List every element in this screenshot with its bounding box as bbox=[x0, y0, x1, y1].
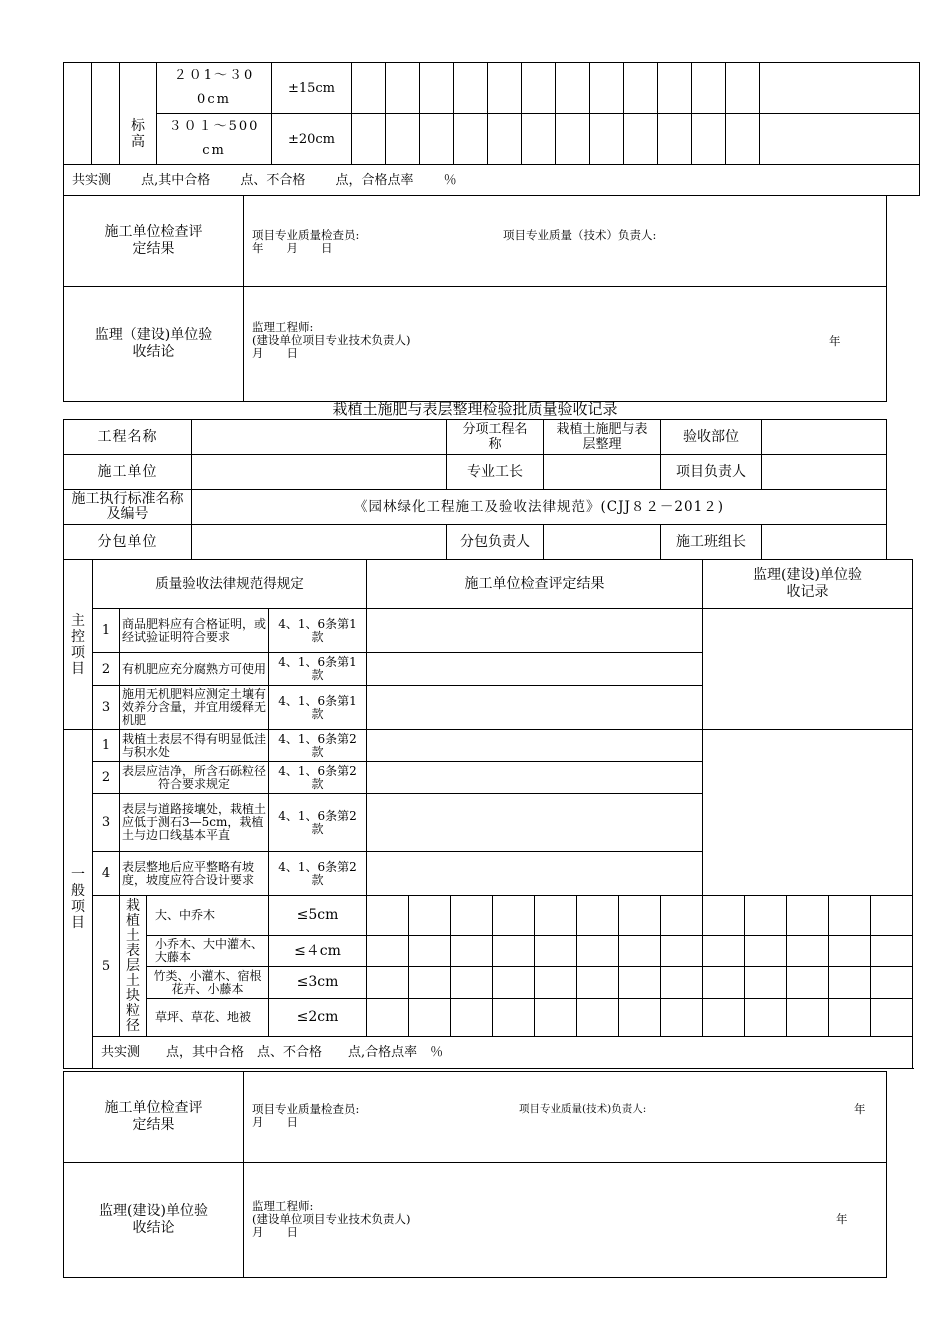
tolerance-cell: ±15cm bbox=[272, 63, 352, 114]
form-title: 栽植土施肥与表层整理检验批质量验收记录 bbox=[332, 400, 618, 418]
blank-cell bbox=[760, 63, 920, 114]
supervision-label: 监理（建设)单位验收结论 bbox=[64, 287, 244, 402]
measure-cell[interactable] bbox=[535, 936, 577, 967]
subcontractor-value[interactable] bbox=[192, 525, 447, 560]
measure-cell[interactable] bbox=[703, 999, 745, 1037]
subcontractor-label: 分包单位 bbox=[64, 525, 192, 560]
measure-cell[interactable] bbox=[493, 967, 535, 999]
measure-cell[interactable] bbox=[352, 114, 386, 165]
standard-value: 《园林绿化工程施工及验收法律规范》(CJJ８２－201２) bbox=[192, 490, 887, 525]
measure-cell[interactable] bbox=[661, 999, 703, 1037]
measure-cell[interactable] bbox=[703, 936, 745, 967]
project-manager-label: 项目负责人 bbox=[661, 455, 762, 490]
item-number: 3 bbox=[93, 794, 120, 852]
measure-cell[interactable] bbox=[493, 896, 535, 936]
measure-cell[interactable] bbox=[386, 114, 420, 165]
measure-cell[interactable] bbox=[787, 936, 829, 967]
item-clause: 4、1、6条第2款 bbox=[269, 762, 367, 794]
measure-cell[interactable] bbox=[451, 967, 493, 999]
inspector-label: 项目专业质量检查员: bbox=[252, 1102, 360, 1116]
engineer-label: 监理工程师: bbox=[252, 320, 314, 334]
engineer-label: 监理工程师: bbox=[252, 1199, 314, 1213]
item-description: 表层与道路接壤处，栽植土应低于测石3—5cm，栽植土与边口线基本平直 bbox=[120, 794, 269, 852]
item-number: 1 bbox=[93, 730, 120, 762]
item-description: 施用无机肥料应测定土壤有效养分含量，并宜用缓释无机肥 bbox=[120, 686, 269, 730]
measure-cell[interactable] bbox=[577, 896, 619, 936]
measure-cell[interactable] bbox=[367, 967, 409, 999]
measure-summary: 共实测 点，其中合格 点、不合格 点,合格点率 ％ bbox=[93, 1037, 913, 1069]
construction-check-label: 施工单位检查评定结果 bbox=[64, 1072, 244, 1163]
measure-summary: 共实测 点,其中合格 点、不合格 点，合格点率 ％ bbox=[64, 165, 920, 196]
measure-cell[interactable] bbox=[522, 114, 556, 165]
measure-cell[interactable] bbox=[658, 63, 692, 114]
item-number: 4 bbox=[93, 852, 120, 896]
measure-cell[interactable] bbox=[787, 896, 829, 936]
measure-cell[interactable] bbox=[535, 999, 577, 1037]
item-clause: 4、1、6条第1款 bbox=[269, 653, 367, 686]
item-result[interactable] bbox=[367, 762, 703, 794]
item-number: 3 bbox=[93, 686, 120, 730]
foreman-label: 专业工长 bbox=[447, 455, 544, 490]
range-cell: ３０１～500cm bbox=[157, 114, 272, 165]
item-description: 有机肥应充分腐熟方可使用 bbox=[120, 653, 269, 686]
measure-cell[interactable] bbox=[871, 999, 913, 1037]
blank-cell bbox=[92, 63, 120, 165]
item-result[interactable] bbox=[367, 609, 703, 653]
item-description: 表层整地后应平整略有坡度，坡度应符合设计要求 bbox=[120, 852, 269, 896]
measure-cell[interactable] bbox=[367, 896, 409, 936]
project-name-value[interactable] bbox=[192, 420, 447, 455]
main-supervision-record[interactable] bbox=[703, 609, 913, 730]
measure-cell[interactable] bbox=[787, 999, 829, 1037]
construction-unit-value[interactable] bbox=[192, 455, 447, 490]
item-clause: 4、1、6条第1款 bbox=[269, 686, 367, 730]
measure-cell[interactable] bbox=[829, 896, 871, 936]
item-result[interactable] bbox=[367, 653, 703, 686]
plant-type: 草坪、草花、地被 bbox=[147, 999, 269, 1037]
year-label: 年 bbox=[854, 1102, 866, 1116]
particle-size-label: 栽植土表层土块粒径 bbox=[120, 896, 147, 1037]
measure-cell[interactable] bbox=[451, 999, 493, 1037]
measure-cell[interactable] bbox=[488, 114, 522, 165]
item-clause: 4、1、6条第1款 bbox=[269, 609, 367, 653]
measure-cell[interactable] bbox=[454, 114, 488, 165]
year-label: 年 bbox=[836, 1212, 848, 1226]
main-control-label: 主控项目 bbox=[64, 560, 93, 730]
sub-project-label: 分项工程名称 bbox=[447, 420, 544, 455]
item-number: 2 bbox=[93, 653, 120, 686]
header-table bbox=[63, 419, 887, 560]
particle-limit: ≤2cm bbox=[269, 999, 367, 1037]
elevation-label bbox=[120, 63, 157, 165]
item-result[interactable] bbox=[367, 852, 703, 896]
particle-limit: ≤４cm bbox=[269, 936, 367, 967]
measure-cell[interactable] bbox=[829, 999, 871, 1037]
measure-cell[interactable] bbox=[871, 936, 913, 967]
measure-cell[interactable] bbox=[661, 936, 703, 967]
measure-cell[interactable] bbox=[871, 967, 913, 999]
construction-unit-label: 施工单位 bbox=[64, 455, 192, 490]
measure-cell[interactable] bbox=[745, 896, 787, 936]
measure-cell[interactable] bbox=[703, 967, 745, 999]
measure-cell[interactable] bbox=[692, 63, 726, 114]
elevation-text: 标高 bbox=[131, 118, 145, 150]
measure-cell[interactable] bbox=[624, 114, 658, 165]
measure-cell[interactable] bbox=[619, 936, 661, 967]
supervision-signature[interactable] bbox=[244, 1163, 887, 1278]
spec-column-header: 质量验收法律规范得规定 bbox=[93, 560, 367, 609]
range-cell: ２０1～３00cm bbox=[157, 63, 272, 114]
measure-cell[interactable] bbox=[692, 114, 726, 165]
monthday-label: 月 日 bbox=[252, 1225, 298, 1239]
supervision-column-header: 监理(建设)单位验收记录 bbox=[703, 560, 913, 609]
general-supervision-record[interactable] bbox=[703, 730, 913, 896]
sub-manager-label: 分包负责人 bbox=[447, 525, 544, 560]
measure-cell[interactable] bbox=[386, 63, 420, 114]
date-label: 年 月 日 bbox=[252, 241, 333, 255]
measure-cell[interactable] bbox=[451, 896, 493, 936]
measure-cell[interactable] bbox=[493, 936, 535, 967]
measure-cell[interactable] bbox=[367, 999, 409, 1037]
measure-cell[interactable] bbox=[367, 936, 409, 967]
measure-cell[interactable] bbox=[577, 936, 619, 967]
item-result[interactable] bbox=[367, 686, 703, 730]
plant-type: 竹类、小灌木、宿根花卉、小藤本 bbox=[147, 967, 269, 999]
measure-cell[interactable] bbox=[787, 967, 829, 999]
measure-cell[interactable] bbox=[556, 114, 590, 165]
measure-cell[interactable] bbox=[658, 114, 692, 165]
blank-cell bbox=[760, 114, 920, 165]
continuation-sign-table bbox=[63, 195, 887, 402]
plant-type: 大、中乔木 bbox=[147, 896, 269, 936]
construction-check-signature[interactable] bbox=[244, 1072, 887, 1163]
measure-cell[interactable] bbox=[352, 63, 386, 114]
construction-check-label: 施工单位检查评定结果 bbox=[64, 196, 244, 287]
item-result[interactable] bbox=[367, 794, 703, 852]
project-name-label: 工程名称 bbox=[64, 420, 192, 455]
tech-label: 项目专业质量（技术）负责人: bbox=[503, 228, 657, 242]
item-clause: 4、1、6条第2款 bbox=[269, 794, 367, 852]
item-clause: 4、1、6条第2款 bbox=[269, 730, 367, 762]
measure-cell[interactable] bbox=[420, 114, 454, 165]
measure-cell[interactable] bbox=[726, 63, 760, 114]
measure-cell[interactable] bbox=[493, 999, 535, 1037]
measure-cell[interactable] bbox=[619, 999, 661, 1037]
items-table bbox=[63, 559, 913, 1069]
sub-project-value: 栽植土施肥与表层整理 bbox=[544, 420, 661, 455]
measure-cell[interactable] bbox=[409, 999, 451, 1037]
measure-cell[interactable] bbox=[451, 936, 493, 967]
signature-table bbox=[63, 1071, 887, 1278]
sub-manager-value[interactable] bbox=[544, 525, 661, 560]
item-description: 栽植土表层不得有明显低洼与积水处 bbox=[120, 730, 269, 762]
supervision-signature[interactable] bbox=[244, 287, 887, 402]
tech-label: 项目专业质量(技术)负责人: bbox=[519, 1103, 647, 1115]
measure-cell[interactable] bbox=[577, 999, 619, 1037]
measure-cell[interactable] bbox=[829, 967, 871, 999]
owner-label: (建设单位项目专业技术负责人) bbox=[252, 1212, 411, 1226]
measure-cell[interactable] bbox=[745, 999, 787, 1037]
construction-check-signature[interactable] bbox=[244, 196, 887, 287]
tolerance-cell: ±20cm bbox=[272, 114, 352, 165]
measure-cell[interactable] bbox=[726, 114, 760, 165]
measure-cell[interactable] bbox=[661, 967, 703, 999]
measure-cell[interactable] bbox=[871, 896, 913, 936]
measure-cell[interactable] bbox=[420, 63, 454, 114]
measure-cell[interactable] bbox=[409, 936, 451, 967]
measure-cell[interactable] bbox=[624, 63, 658, 114]
measure-cell[interactable] bbox=[577, 967, 619, 999]
acceptance-part-label: 验收部位 bbox=[661, 420, 762, 455]
particle-limit: ≤3cm bbox=[269, 967, 367, 999]
project-manager-value[interactable] bbox=[762, 455, 887, 490]
measure-cell[interactable] bbox=[829, 936, 871, 967]
measure-cell[interactable] bbox=[619, 896, 661, 936]
team-leader-label: 施工班组长 bbox=[661, 525, 762, 560]
acceptance-part-value[interactable] bbox=[762, 420, 887, 455]
measure-cell[interactable] bbox=[488, 63, 522, 114]
measure-cell[interactable] bbox=[590, 63, 624, 114]
measure-cell[interactable] bbox=[745, 936, 787, 967]
standard-label: 施工执行标准名称及编号 bbox=[64, 490, 192, 525]
measure-cell[interactable] bbox=[522, 63, 556, 114]
foreman-value[interactable] bbox=[544, 455, 661, 490]
item-number: 2 bbox=[93, 762, 120, 794]
measure-cell[interactable] bbox=[619, 967, 661, 999]
measure-cell[interactable] bbox=[535, 896, 577, 936]
measure-cell[interactable] bbox=[454, 63, 488, 114]
item-number: 5 bbox=[93, 896, 120, 1037]
continuation-table bbox=[63, 62, 920, 196]
measure-cell[interactable] bbox=[745, 967, 787, 999]
item-description: 商品肥料应有合格证明，或经试验证明符合要求 bbox=[120, 609, 269, 653]
owner-label: (建设单位项目专业技术负责人) bbox=[252, 333, 411, 347]
plant-type: 小乔木、大中灌木、大藤本 bbox=[147, 936, 269, 967]
general-item-label: 一般项目 bbox=[64, 730, 93, 1069]
year-label: 年 bbox=[829, 334, 841, 348]
monthday-label: 月 日 bbox=[252, 1115, 298, 1129]
blank-cell bbox=[64, 63, 92, 165]
measure-cell[interactable] bbox=[703, 896, 745, 936]
result-column-header: 施工单位检查评定结果 bbox=[367, 560, 703, 609]
supervision-label: 监理(建设)单位验收结论 bbox=[64, 1163, 244, 1278]
measure-cell[interactable] bbox=[409, 967, 451, 999]
monthday-label: 月 日 bbox=[252, 346, 298, 360]
measure-cell[interactable] bbox=[590, 114, 624, 165]
measure-cell[interactable] bbox=[535, 967, 577, 999]
item-description: 表层应洁净，所含石砾粒径符合要求规定 bbox=[120, 762, 269, 794]
inspector-label: 项目专业质量检查员: bbox=[252, 228, 360, 242]
item-clause: 4、1、6条第2款 bbox=[269, 852, 367, 896]
measure-cell[interactable] bbox=[409, 896, 451, 936]
item-result[interactable] bbox=[367, 730, 703, 762]
measure-cell[interactable] bbox=[661, 896, 703, 936]
measure-cell[interactable] bbox=[556, 63, 590, 114]
particle-limit: ≤5cm bbox=[269, 896, 367, 936]
team-leader-value[interactable] bbox=[762, 525, 887, 560]
item-number: 1 bbox=[93, 609, 120, 653]
